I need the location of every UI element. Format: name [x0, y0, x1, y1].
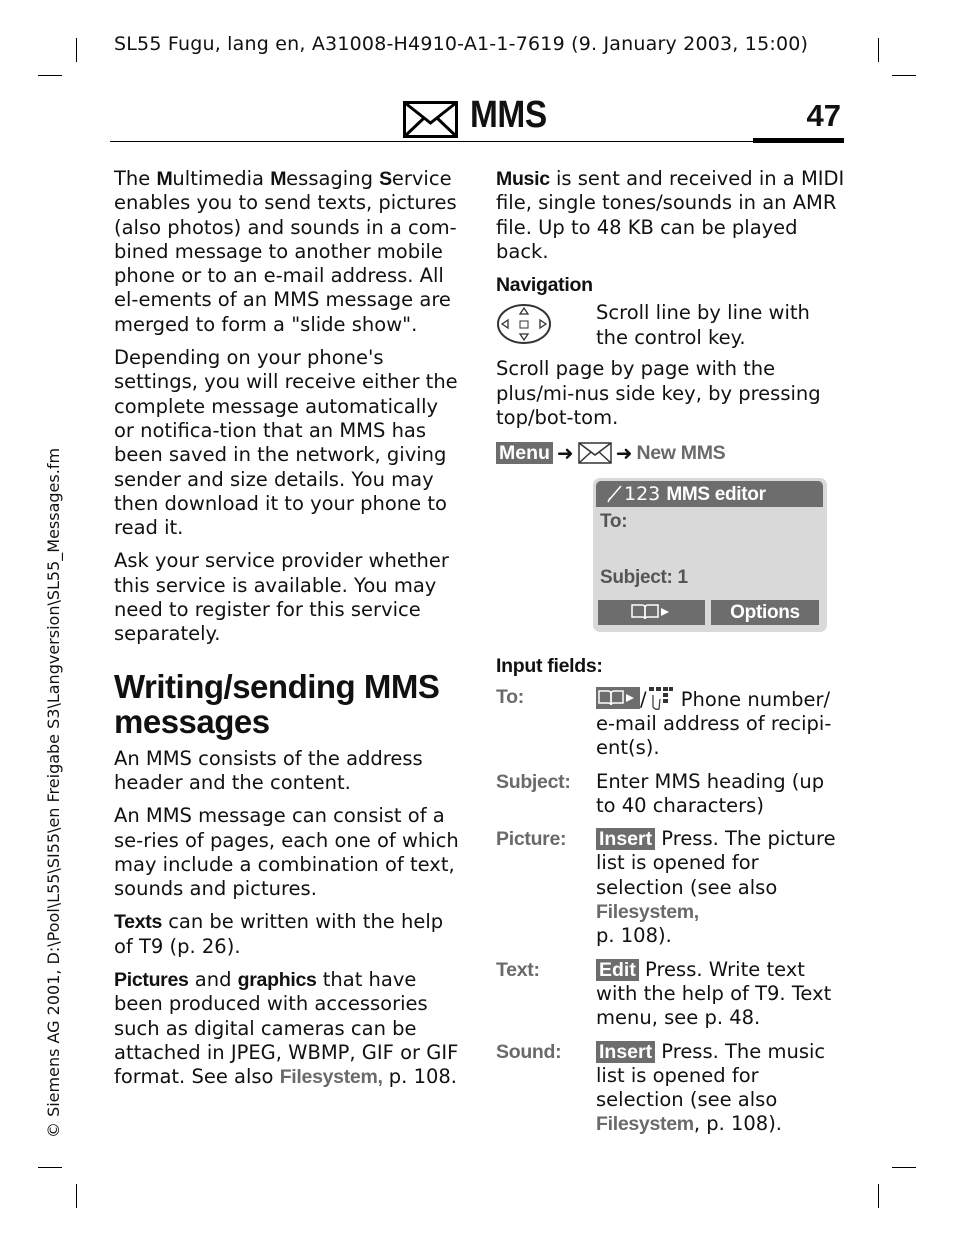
field-sound: Sound: Insert Press. The music list is opened for selection (see also Filesystem, p. 108). [496, 1039, 826, 1136]
paragraph-delivery: Depending on your phone's settings, you will receive either the complete message automatically or notifica-tion that an MMS has been saved in the network, giving sender and size details. You may then download it to your phone to read it. [114, 346, 458, 540]
edit-key[interactable]: Edit [596, 959, 639, 981]
field-label: To: [496, 685, 524, 708]
phone-screen [593, 478, 827, 632]
crop-mark [892, 1167, 916, 1168]
field-picture: Picture: Insert Press. The picture list is opened for selection (see also Filesystem, p. 108). [496, 827, 836, 948]
crop-mark [878, 1184, 879, 1208]
left-column [114, 167, 464, 1099]
input-fields-heading: Input fields: [496, 655, 603, 678]
navigation-desc: Scroll line by line with the control key. [596, 301, 810, 349]
phonebook-keypad-icon [647, 685, 675, 711]
menu-path [496, 440, 846, 466]
field-label: Sound: [496, 1040, 562, 1063]
arrow-icon: ➜ [556, 441, 574, 466]
field-label: Subject: [496, 770, 571, 793]
addressbook-key-icon[interactable] [596, 687, 640, 709]
arrow-icon: ➜ [615, 441, 633, 466]
crop-mark [38, 75, 62, 76]
paragraph-music: Music is sent and received in a MIDI file, single tones/sounds in an AMR file. Up to 48 KB can be played back. [496, 167, 845, 263]
control-key-icon [496, 303, 554, 347]
field-description: Phone number/ e-mail address of recipi-ent(s). [596, 687, 832, 760]
input-mode: 123 [624, 483, 661, 506]
header-rule [110, 141, 753, 142]
softkey-addressbook[interactable] [598, 600, 705, 625]
crop-mark [892, 75, 916, 76]
header-rule-thick [753, 138, 844, 143]
pencil-icon [606, 483, 624, 503]
new-mms-item[interactable]: New MMS [636, 442, 726, 465]
crop-mark [38, 1167, 62, 1168]
field-subject [496, 770, 846, 819]
section-heading: Writing/sending MMS messages [114, 667, 440, 740]
paragraph-pages: An MMS message can consist of a se-ries of pages, each one of which may include a combination of text, sounds and pictures. [114, 804, 459, 901]
field-description: Enter MMS heading (up to 40 characters) [596, 769, 825, 817]
field-to: To: / Phone number/ e-mail address of recipi-ent(s). [496, 685, 832, 760]
navigation-heading: Navigation [496, 274, 593, 297]
field-label: Picture: [496, 828, 567, 851]
page-number: 47 [806, 98, 841, 133]
paragraph-structure: An MMS consists of the address header and the content. [114, 746, 423, 794]
intro-paragraph: The Multimedia Messaging Service enables you to send texts, pictures (also photos) and sounds in a com-bined message to another mobile phone or to an e-mail address. All el-ements of an MMS message are merged to form a "slide show". [114, 167, 457, 336]
paragraph-pictures: Pictures and graphics that have been produced with accessories such as digital cameras can be attached in JPEG, WBMP, GIF or GIF format. See also Filesystem, p. 108. [114, 968, 459, 1089]
navigation-row [496, 301, 846, 357]
screen-subject: Subject: 1 [600, 567, 688, 589]
insert-key[interactable]: Insert [596, 828, 655, 850]
paragraph-provider: Ask your service provider whether this service is available. You may need to register for this service separately. [114, 549, 449, 646]
filesystem-link[interactable]: Filesystem, [279, 1066, 383, 1089]
copyright-sidebar: © Siemens AG 2001, D:\Pool\L55\SI55\en Freigabe S3\Langversion\SL55_Messages.fm [44, 447, 63, 1138]
screen-title-bar [596, 481, 823, 507]
filesystem-link[interactable]: Filesystem, [596, 901, 699, 924]
paragraph-texts: Texts can be written with the help of T9 (p. 26). [114, 910, 444, 958]
crop-mark [76, 38, 77, 62]
softkey-options[interactable]: Options [711, 600, 819, 625]
envelope-icon [403, 101, 458, 138]
page-title: MMS [470, 94, 547, 136]
crop-mark [878, 38, 879, 62]
right-column [496, 167, 846, 1146]
crop-mark [76, 1184, 77, 1208]
menu-key[interactable]: Menu [496, 442, 553, 464]
insert-key[interactable]: Insert [596, 1041, 655, 1063]
screen-to: To: [600, 511, 628, 533]
print-header: SL55 Fugu, lang en, A31008-H4910-A1-1-7619 (9. January 2003, 15:00) [114, 33, 809, 55]
filesystem-link[interactable]: Filesystem [596, 1113, 694, 1136]
paragraph-scroll: Scroll page by page with the plus/mi-nus side key, by pressing top/bot-tom. [496, 357, 821, 430]
envelope-icon [578, 442, 612, 464]
field-text: Text: Edit Press. Write text with the help of T9. Text menu, see p. 48. [496, 957, 832, 1030]
addressbook-icon [629, 602, 675, 622]
screen-title: MMS editor [666, 484, 766, 506]
field-label: Text: [496, 958, 540, 981]
